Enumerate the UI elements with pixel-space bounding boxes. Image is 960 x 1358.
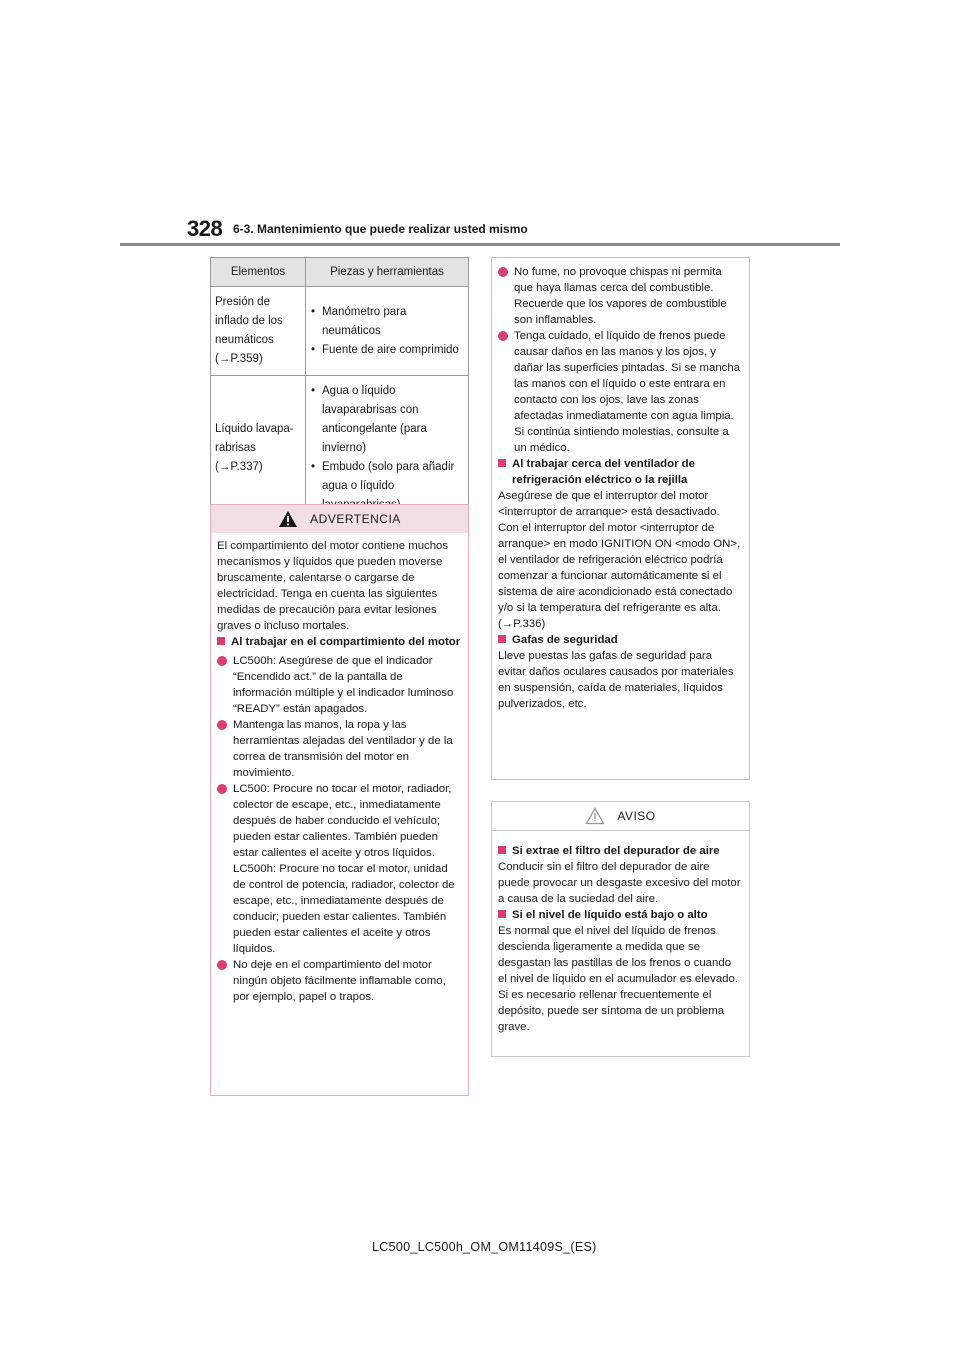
notice-box [491,801,750,1057]
notice-title-text: AVISO [617,809,656,823]
table-cell-item: Presión de inflado de los neumáticos (→P.359) [211,287,306,376]
warning-title-text: ADVERTENCIA [310,512,401,526]
fan-warning-text: Asegúrese de que el interruptor del motor <interruptor de arranque> está desactivado. Con el interruptor del motor <interruptor de arranque> en modo IGNITION ON <modo ON>, el ventilador de refrigeración eléctrico podría comenzar a funcionar automáticamente si el sistema de aire acondicionado está conectado y/o si la temperatura del refrigerante es alta. (→P.336) [498,490,741,630]
header-divider [120,243,840,246]
square-bullet-icon [498,846,506,854]
section-heading: Al trabajar en el compartimiento del motor [217,634,462,650]
section-heading: Si extrae el filtro del depurador de aire [498,843,743,859]
table-cell-item: Líquido lavapa- rabrisas (→P.337) [211,376,306,522]
list-item: • Manómetro para neumáticos [310,303,464,341]
table-row [211,287,469,376]
table-header-items: Elementos [211,258,306,287]
warning-box-title [211,505,468,533]
table-row [211,376,469,522]
round-bullet-icon [217,656,227,666]
section-heading: Gafas de seguridad [498,632,743,648]
round-bullet-icon [498,331,508,341]
list-item: • Fuente de aire comprimido [310,341,464,360]
list-item: Tenga cuidado, el líquido de frenos puede causar daños en las manos y los ojos, y dañar las superficies pintadas. Si se mancha las manos con el líquido o este entrara en contacto con los ojos, lave las zonas afectadas inmediatamente con agua limpia. Si continúa sintiendo molestias, consulte a un médico. [498,328,743,456]
warning-intro: El compartimiento del motor contiene muchos mecanismos y líquidos que pueden moverse bruscamente, calentarse o cargarse de electricidad. Tenga en cuenta las siguientes medidas de precaución para evitar lesiones graves o incluso mortales. [217,540,449,632]
square-bullet-icon [498,459,506,467]
tools-table [210,257,469,522]
notice-box-title [492,802,749,831]
round-bullet-icon [217,720,227,730]
round-bullet-icon [217,960,227,970]
notice-triangle-icon [585,807,605,825]
section-heading: Si el nivel de líquido está bajo o alto [498,907,743,923]
round-bullet-icon [498,267,508,277]
warning-box-continued [491,257,750,780]
table-cell-tools [306,287,469,376]
section-title: 6-3. Mantenimiento que puede realizar usted mismo [233,222,528,236]
warning-triangle-icon [278,510,298,528]
notice-text: Conducir sin el filtro del depurador de aire puede provocar un desgaste excesivo del motor a causa de la suciedad del aire. [498,861,741,905]
page-number: 328 [187,216,223,241]
table-header-tools: Piezas y herramientas [306,258,469,287]
round-bullet-icon [217,784,227,794]
table-cell-tools [306,376,469,522]
list-item: • Embudo (solo para añadir agua o líquido [310,458,464,515]
list-item: Mantenga las manos, la ropa y las herramientas alejadas del ventilador y de la correa de transmisión del motor en movimiento. [217,717,462,781]
list-item: • Agua o líquido lavaparabrisas con anticongelante (para invierno) [310,382,464,458]
square-bullet-icon [498,635,506,643]
section-heading: Al trabajar cerca del ventilador de refrigeración eléctrico o la rejilla [498,456,743,488]
glasses-warning-text: Lleve puestas las gafas de seguridad para evitar daños oculares causados por materiales en suspensión, caída de materiales, líquidos pulverizados, etc. [498,650,734,710]
square-bullet-icon [498,910,506,918]
warning-box [210,504,469,1096]
list-item: No fume, no provoque chispas ni permita que haya llamas cerca del combustible. Recuerde que los vapores de combustible son inflamables. [498,264,743,328]
notice-text: Es normal que el nivel del líquido de frenos descienda ligeramente a medida que se desgastan las pastillas de los frenos o cuando el nivel de líquido en el acumulador es elevado. Si es necesario rellenar frecuentemente el depósito, puede ser síntoma de un problema grave. [498,925,738,1033]
list-item: LC500h: Asegúrese de que el indicador “Encendido act.” de la pantalla de información múltiple y el indicador luminoso “READY” están apagados. [217,653,462,717]
document-code: LC500_LC500h_OM_OM11409S_(ES) [372,1240,597,1254]
square-bullet-icon [217,637,225,645]
list-item: LC500: Procure no tocar el motor, radiador, colector de escape, etc., inmediatamente después de haber conducido el vehículo; pueden estar calientes. También pueden estar calientes el aceite y otros líquidos. LC500h: Procure no tocar el motor, unidad de control de potencia, radiador, colector de escape, etc., inmediatamente después de conducir; pueden estar calientes. También pueden estar calientes el aceite y otros líquidos. [217,781,462,957]
list-item: No deje en el compartimiento del motor ningún objeto fácilmente inflamable como, por ejemplo, papel o trapos. [217,957,462,1005]
